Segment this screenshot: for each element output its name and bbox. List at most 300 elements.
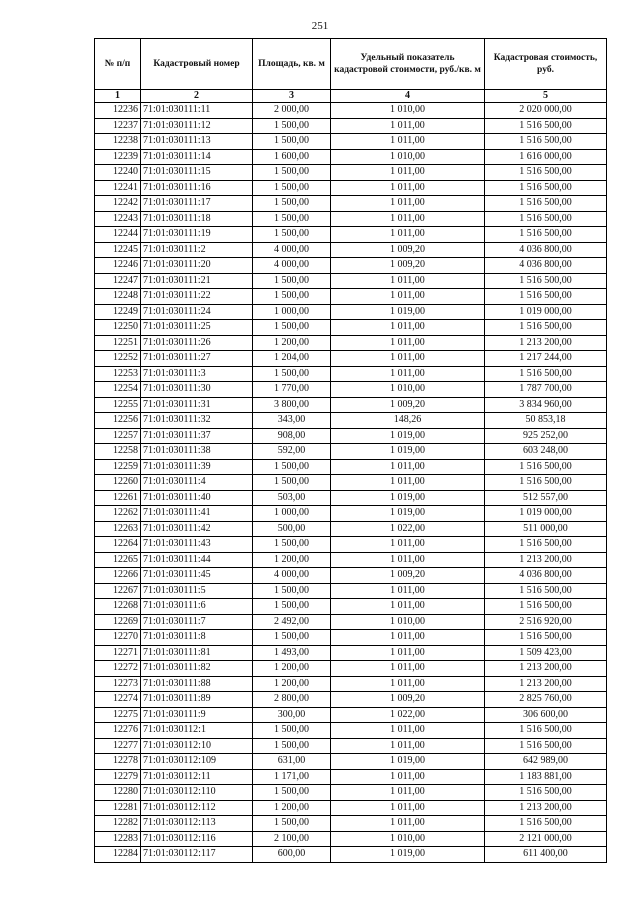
row-number-cell: 12275 [95,707,141,723]
row-number-cell: 12284 [95,847,141,863]
cadastral-number-cell: 71:01:030111:6 [141,599,253,615]
unit-value-cell: 1 022,00 [331,521,485,537]
cadastral-cost-cell: 2 020 000,00 [485,103,607,119]
cadastral-cost-cell: 1 213 200,00 [485,676,607,692]
unit-value-cell: 1 011,00 [331,676,485,692]
unit-value-cell: 1 019,00 [331,428,485,444]
unit-value-cell: 1 010,00 [331,149,485,165]
unit-value-cell: 1 009,20 [331,568,485,584]
header-cadastral-number: Кадастровый номер [141,39,253,90]
table-row [95,444,607,460]
cadastral-cost-cell: 1 516 500,00 [485,320,607,336]
table-row [95,165,607,181]
cadastral-number-cell: 71:01:030111:11 [141,103,253,119]
table-row [95,490,607,506]
cadastral-number-cell: 71:01:030111:17 [141,196,253,212]
row-number-cell: 12274 [95,692,141,708]
cadastral-cost-cell: 1 516 500,00 [485,134,607,150]
table-row [95,304,607,320]
cadastral-cost-cell: 1 516 500,00 [485,723,607,739]
table-row [95,692,607,708]
cadastral-number-cell: 71:01:030111:8 [141,630,253,646]
table-row [95,847,607,863]
area-cell: 4 000,00 [253,242,331,258]
cadastral-number-cell: 71:01:030112:109 [141,754,253,770]
table-row [95,568,607,584]
cadastral-cost-cell: 1 516 500,00 [485,165,607,181]
cadastral-cost-cell: 1 616 000,00 [485,149,607,165]
unit-value-cell: 1 011,00 [331,273,485,289]
cadastral-number-cell: 71:01:030111:20 [141,258,253,274]
cadastral-number-cell: 71:01:030111:45 [141,568,253,584]
cadastral-cost-cell: 4 036 800,00 [485,568,607,584]
cadastral-cost-cell: 1 516 500,00 [485,816,607,832]
area-cell: 503,00 [253,490,331,506]
cadastral-number-cell: 71:01:030111:44 [141,552,253,568]
cadastral-number-cell: 71:01:030111:13 [141,134,253,150]
cadastral-number-cell: 71:01:030111:5 [141,583,253,599]
cadastral-cost-cell: 1 516 500,00 [485,475,607,491]
area-cell: 1 500,00 [253,165,331,181]
cadastral-number-cell: 71:01:030111:42 [141,521,253,537]
table-body [95,103,607,863]
cadastral-value-table [94,38,607,863]
cadastral-cost-cell: 1 787 700,00 [485,382,607,398]
area-cell: 1 770,00 [253,382,331,398]
cadastral-cost-cell: 1 516 500,00 [485,211,607,227]
table-row [95,630,607,646]
column-number: 3 [253,90,331,103]
unit-value-cell: 1 009,20 [331,397,485,413]
cadastral-number-cell: 71:01:030111:26 [141,335,253,351]
cadastral-cost-cell: 1 516 500,00 [485,227,607,243]
area-cell: 1 500,00 [253,289,331,305]
table-row [95,645,607,661]
cadastral-number-cell: 71:01:030111:14 [141,149,253,165]
table-row [95,459,607,475]
row-number-cell: 12282 [95,816,141,832]
table-row [95,785,607,801]
area-cell: 1 200,00 [253,335,331,351]
cadastral-cost-cell: 1 213 200,00 [485,661,607,677]
cadastral-number-cell: 71:01:030111:4 [141,475,253,491]
cadastral-cost-cell: 1 516 500,00 [485,537,607,553]
area-cell: 1 500,00 [253,320,331,336]
row-number-cell: 12244 [95,227,141,243]
table-row [95,800,607,816]
cadastral-number-cell: 71:01:030111:39 [141,459,253,475]
unit-value-cell: 1 011,00 [331,165,485,181]
cadastral-cost-cell: 642 989,00 [485,754,607,770]
table-header-row [95,39,607,90]
row-number-cell: 12246 [95,258,141,274]
unit-value-cell: 1 019,00 [331,304,485,320]
cadastral-number-cell: 71:01:030111:19 [141,227,253,243]
unit-value-cell: 1 009,20 [331,242,485,258]
area-cell: 3 800,00 [253,397,331,413]
table-row [95,335,607,351]
unit-value-cell: 1 011,00 [331,320,485,336]
unit-value-cell: 1 019,00 [331,444,485,460]
row-number-cell: 12236 [95,103,141,119]
unit-value-cell: 148,26 [331,413,485,429]
cadastral-number-cell: 71:01:030111:3 [141,366,253,382]
cadastral-number-cell: 71:01:030111:2 [141,242,253,258]
unit-value-cell: 1 011,00 [331,227,485,243]
table-row [95,211,607,227]
header-cadastral-cost: Кадастровая стоимость, руб. [485,39,607,90]
cadastral-number-cell: 71:01:030111:18 [141,211,253,227]
unit-value-cell: 1 011,00 [331,552,485,568]
area-cell: 343,00 [253,413,331,429]
cadastral-cost-cell: 1 516 500,00 [485,289,607,305]
cadastral-cost-cell: 611 400,00 [485,847,607,863]
cadastral-number-cell: 71:01:030112:116 [141,831,253,847]
table-row [95,738,607,754]
cadastral-cost-cell: 1 019 000,00 [485,304,607,320]
unit-value-cell: 1 010,00 [331,382,485,398]
header-row-number: № п/п [95,39,141,90]
row-number-cell: 12256 [95,413,141,429]
table-row [95,366,607,382]
column-number-row [95,90,607,103]
unit-value-cell: 1 011,00 [331,769,485,785]
area-cell: 1 000,00 [253,506,331,522]
area-cell: 1 500,00 [253,118,331,134]
cadastral-number-cell: 71:01:030111:25 [141,320,253,336]
row-number-cell: 12263 [95,521,141,537]
row-number-cell: 12259 [95,459,141,475]
cadastral-number-cell: 71:01:030111:30 [141,382,253,398]
header-area: Площадь, кв. м [253,39,331,90]
area-cell: 631,00 [253,754,331,770]
row-number-cell: 12247 [95,273,141,289]
row-number-cell: 12272 [95,661,141,677]
cadastral-cost-cell: 1 213 200,00 [485,552,607,568]
unit-value-cell: 1 010,00 [331,103,485,119]
cadastral-number-cell: 71:01:030111:37 [141,428,253,444]
row-number-cell: 12254 [95,382,141,398]
cadastral-cost-cell: 1 516 500,00 [485,180,607,196]
table-row [95,227,607,243]
unit-value-cell: 1 011,00 [331,723,485,739]
table-row [95,506,607,522]
cadastral-number-cell: 71:01:030111:22 [141,289,253,305]
table-row [95,258,607,274]
table-row [95,242,607,258]
cadastral-cost-cell: 1 213 200,00 [485,800,607,816]
header-unit-value: Удельный показатель кадастровой стоимости, руб./кв. м [331,39,485,90]
row-number-cell: 12255 [95,397,141,413]
cadastral-cost-cell: 1 019 000,00 [485,506,607,522]
unit-value-cell: 1 011,00 [331,180,485,196]
cadastral-cost-cell: 50 853,18 [485,413,607,429]
unit-value-cell: 1 011,00 [331,289,485,305]
cadastral-number-cell: 71:01:030111:38 [141,444,253,460]
cadastral-number-cell: 71:01:030112:11 [141,769,253,785]
row-number-cell: 12245 [95,242,141,258]
cadastral-cost-cell: 4 036 800,00 [485,242,607,258]
row-number-cell: 12257 [95,428,141,444]
table-row [95,320,607,336]
row-number-cell: 12241 [95,180,141,196]
area-cell: 1 500,00 [253,475,331,491]
table-row [95,676,607,692]
area-cell: 1 500,00 [253,785,331,801]
cadastral-number-cell: 71:01:030111:89 [141,692,253,708]
row-number-cell: 12262 [95,506,141,522]
unit-value-cell: 1 011,00 [331,785,485,801]
column-number: 5 [485,90,607,103]
table-row [95,196,607,212]
area-cell: 592,00 [253,444,331,460]
cadastral-number-cell: 71:01:030112:1 [141,723,253,739]
row-number-cell: 12273 [95,676,141,692]
cadastral-number-cell: 71:01:030111:82 [141,661,253,677]
area-cell: 1 500,00 [253,211,331,227]
area-cell: 4 000,00 [253,258,331,274]
table-row [95,552,607,568]
table-row [95,614,607,630]
row-number-cell: 12250 [95,320,141,336]
cadastral-cost-cell: 1 516 500,00 [485,599,607,615]
unit-value-cell: 1 011,00 [331,459,485,475]
row-number-cell: 12271 [95,645,141,661]
row-number-cell: 12258 [95,444,141,460]
table-row [95,103,607,119]
cadastral-number-cell: 71:01:030111:12 [141,118,253,134]
area-cell: 1 500,00 [253,738,331,754]
area-cell: 1 500,00 [253,366,331,382]
cadastral-number-cell: 71:01:030112:117 [141,847,253,863]
cadastral-cost-cell: 3 834 960,00 [485,397,607,413]
table-row [95,149,607,165]
area-cell: 1 200,00 [253,676,331,692]
table-row [95,754,607,770]
cadastral-number-cell: 71:01:030112:110 [141,785,253,801]
area-cell: 1 204,00 [253,351,331,367]
cadastral-number-cell: 71:01:030111:16 [141,180,253,196]
row-number-cell: 12269 [95,614,141,630]
unit-value-cell: 1 011,00 [331,583,485,599]
table-row [95,831,607,847]
row-number-cell: 12253 [95,366,141,382]
cadastral-cost-cell: 603 248,00 [485,444,607,460]
unit-value-cell: 1 011,00 [331,816,485,832]
row-number-cell: 12283 [95,831,141,847]
row-number-cell: 12281 [95,800,141,816]
table-row [95,816,607,832]
table-row [95,180,607,196]
row-number-cell: 12252 [95,351,141,367]
area-cell: 1 500,00 [253,459,331,475]
cadastral-number-cell: 71:01:030111:81 [141,645,253,661]
row-number-cell: 12243 [95,211,141,227]
cadastral-cost-cell: 1 516 500,00 [485,785,607,801]
unit-value-cell: 1 011,00 [331,800,485,816]
unit-value-cell: 1 022,00 [331,707,485,723]
unit-value-cell: 1 011,00 [331,630,485,646]
table-row [95,599,607,615]
area-cell: 1 500,00 [253,180,331,196]
table-row [95,397,607,413]
row-number-cell: 12268 [95,599,141,615]
area-cell: 908,00 [253,428,331,444]
area-cell: 4 000,00 [253,568,331,584]
cadastral-number-cell: 71:01:030111:31 [141,397,253,413]
unit-value-cell: 1 010,00 [331,831,485,847]
cadastral-number-cell: 71:01:030111:41 [141,506,253,522]
row-number-cell: 12277 [95,738,141,754]
unit-value-cell: 1 011,00 [331,537,485,553]
area-cell: 1 500,00 [253,816,331,832]
table-row [95,351,607,367]
cadastral-number-cell: 71:01:030111:88 [141,676,253,692]
cadastral-cost-cell: 1 217 244,00 [485,351,607,367]
area-cell: 1 493,00 [253,645,331,661]
cadastral-cost-cell: 1 516 500,00 [485,459,607,475]
unit-value-cell: 1 019,00 [331,490,485,506]
row-number-cell: 12278 [95,754,141,770]
area-cell: 1 200,00 [253,661,331,677]
area-cell: 2 800,00 [253,692,331,708]
row-number-cell: 12270 [95,630,141,646]
area-cell: 1 000,00 [253,304,331,320]
row-number-cell: 12261 [95,490,141,506]
unit-value-cell: 1 011,00 [331,645,485,661]
unit-value-cell: 1 019,00 [331,506,485,522]
cadastral-cost-cell: 1 516 500,00 [485,273,607,289]
table-row [95,118,607,134]
table-row [95,583,607,599]
row-number-cell: 12267 [95,583,141,599]
row-number-cell: 12240 [95,165,141,181]
row-number-cell: 12249 [95,304,141,320]
page-number: 251 [311,20,329,32]
table-row [95,289,607,305]
unit-value-cell: 1 011,00 [331,196,485,212]
cadastral-cost-cell: 1 509 423,00 [485,645,607,661]
area-cell: 1 500,00 [253,583,331,599]
column-number: 4 [331,90,485,103]
row-number-cell: 12237 [95,118,141,134]
unit-value-cell: 1 011,00 [331,599,485,615]
unit-value-cell: 1 011,00 [331,475,485,491]
row-number-cell: 12239 [95,149,141,165]
cadastral-number-cell: 71:01:030111:40 [141,490,253,506]
cadastral-number-cell: 71:01:030111:9 [141,707,253,723]
row-number-cell: 12238 [95,134,141,150]
table-row [95,413,607,429]
table-row [95,134,607,150]
unit-value-cell: 1 011,00 [331,335,485,351]
cadastral-number-cell: 71:01:030112:112 [141,800,253,816]
cadastral-number-cell: 71:01:030111:15 [141,165,253,181]
area-cell: 600,00 [253,847,331,863]
row-number-cell: 12251 [95,335,141,351]
area-cell: 1 200,00 [253,552,331,568]
area-cell: 1 500,00 [253,599,331,615]
row-number-cell: 12266 [95,568,141,584]
row-number-cell: 12276 [95,723,141,739]
cadastral-cost-cell: 2 516 920,00 [485,614,607,630]
cadastral-cost-cell: 1 213 200,00 [485,335,607,351]
cadastral-cost-cell: 512 557,00 [485,490,607,506]
cadastral-cost-cell: 1 516 500,00 [485,366,607,382]
cadastral-cost-cell: 1 516 500,00 [485,738,607,754]
cadastral-cost-cell: 2 825 760,00 [485,692,607,708]
unit-value-cell: 1 011,00 [331,351,485,367]
area-cell: 300,00 [253,707,331,723]
cadastral-number-cell: 71:01:030111:43 [141,537,253,553]
cadastral-number-cell: 71:01:030112:113 [141,816,253,832]
area-cell: 1 500,00 [253,723,331,739]
area-cell: 1 171,00 [253,769,331,785]
table-row [95,707,607,723]
area-cell: 1 500,00 [253,196,331,212]
row-number-cell: 12279 [95,769,141,785]
row-number-cell: 12280 [95,785,141,801]
unit-value-cell: 1 011,00 [331,366,485,382]
area-cell: 2 492,00 [253,614,331,630]
area-cell: 1 500,00 [253,537,331,553]
unit-value-cell: 1 019,00 [331,847,485,863]
cadastral-number-cell: 71:01:030111:7 [141,614,253,630]
area-cell: 2 000,00 [253,103,331,119]
table-row [95,273,607,289]
cadastral-number-cell: 71:01:030111:21 [141,273,253,289]
area-cell: 1 500,00 [253,630,331,646]
column-number: 1 [95,90,141,103]
area-cell: 1 500,00 [253,273,331,289]
area-cell: 1 600,00 [253,149,331,165]
row-number-cell: 12242 [95,196,141,212]
unit-value-cell: 1 011,00 [331,118,485,134]
area-cell: 1 500,00 [253,134,331,150]
area-cell: 1 500,00 [253,227,331,243]
cadastral-number-cell: 71:01:030112:10 [141,738,253,754]
unit-value-cell: 1 009,20 [331,692,485,708]
table-row [95,723,607,739]
unit-value-cell: 1 010,00 [331,614,485,630]
table-row [95,428,607,444]
cadastral-cost-cell: 1 183 881,00 [485,769,607,785]
area-cell: 1 200,00 [253,800,331,816]
row-number-cell: 12264 [95,537,141,553]
cadastral-cost-cell: 2 121 000,00 [485,831,607,847]
table-row [95,537,607,553]
table-row [95,475,607,491]
unit-value-cell: 1 011,00 [331,211,485,227]
cadastral-number-cell: 71:01:030111:27 [141,351,253,367]
unit-value-cell: 1 019,00 [331,754,485,770]
row-number-cell: 12265 [95,552,141,568]
area-cell: 2 100,00 [253,831,331,847]
area-cell: 500,00 [253,521,331,537]
unit-value-cell: 1 011,00 [331,134,485,150]
unit-value-cell: 1 009,20 [331,258,485,274]
unit-value-cell: 1 011,00 [331,661,485,677]
unit-value-cell: 1 011,00 [331,738,485,754]
cadastral-cost-cell: 1 516 500,00 [485,196,607,212]
cadastral-cost-cell: 306 600,00 [485,707,607,723]
row-number-cell: 12260 [95,475,141,491]
cadastral-cost-cell: 1 516 500,00 [485,118,607,134]
cadastral-number-cell: 71:01:030111:32 [141,413,253,429]
cadastral-cost-cell: 511 000,00 [485,521,607,537]
cadastral-cost-cell: 4 036 800,00 [485,258,607,274]
table-row [95,661,607,677]
